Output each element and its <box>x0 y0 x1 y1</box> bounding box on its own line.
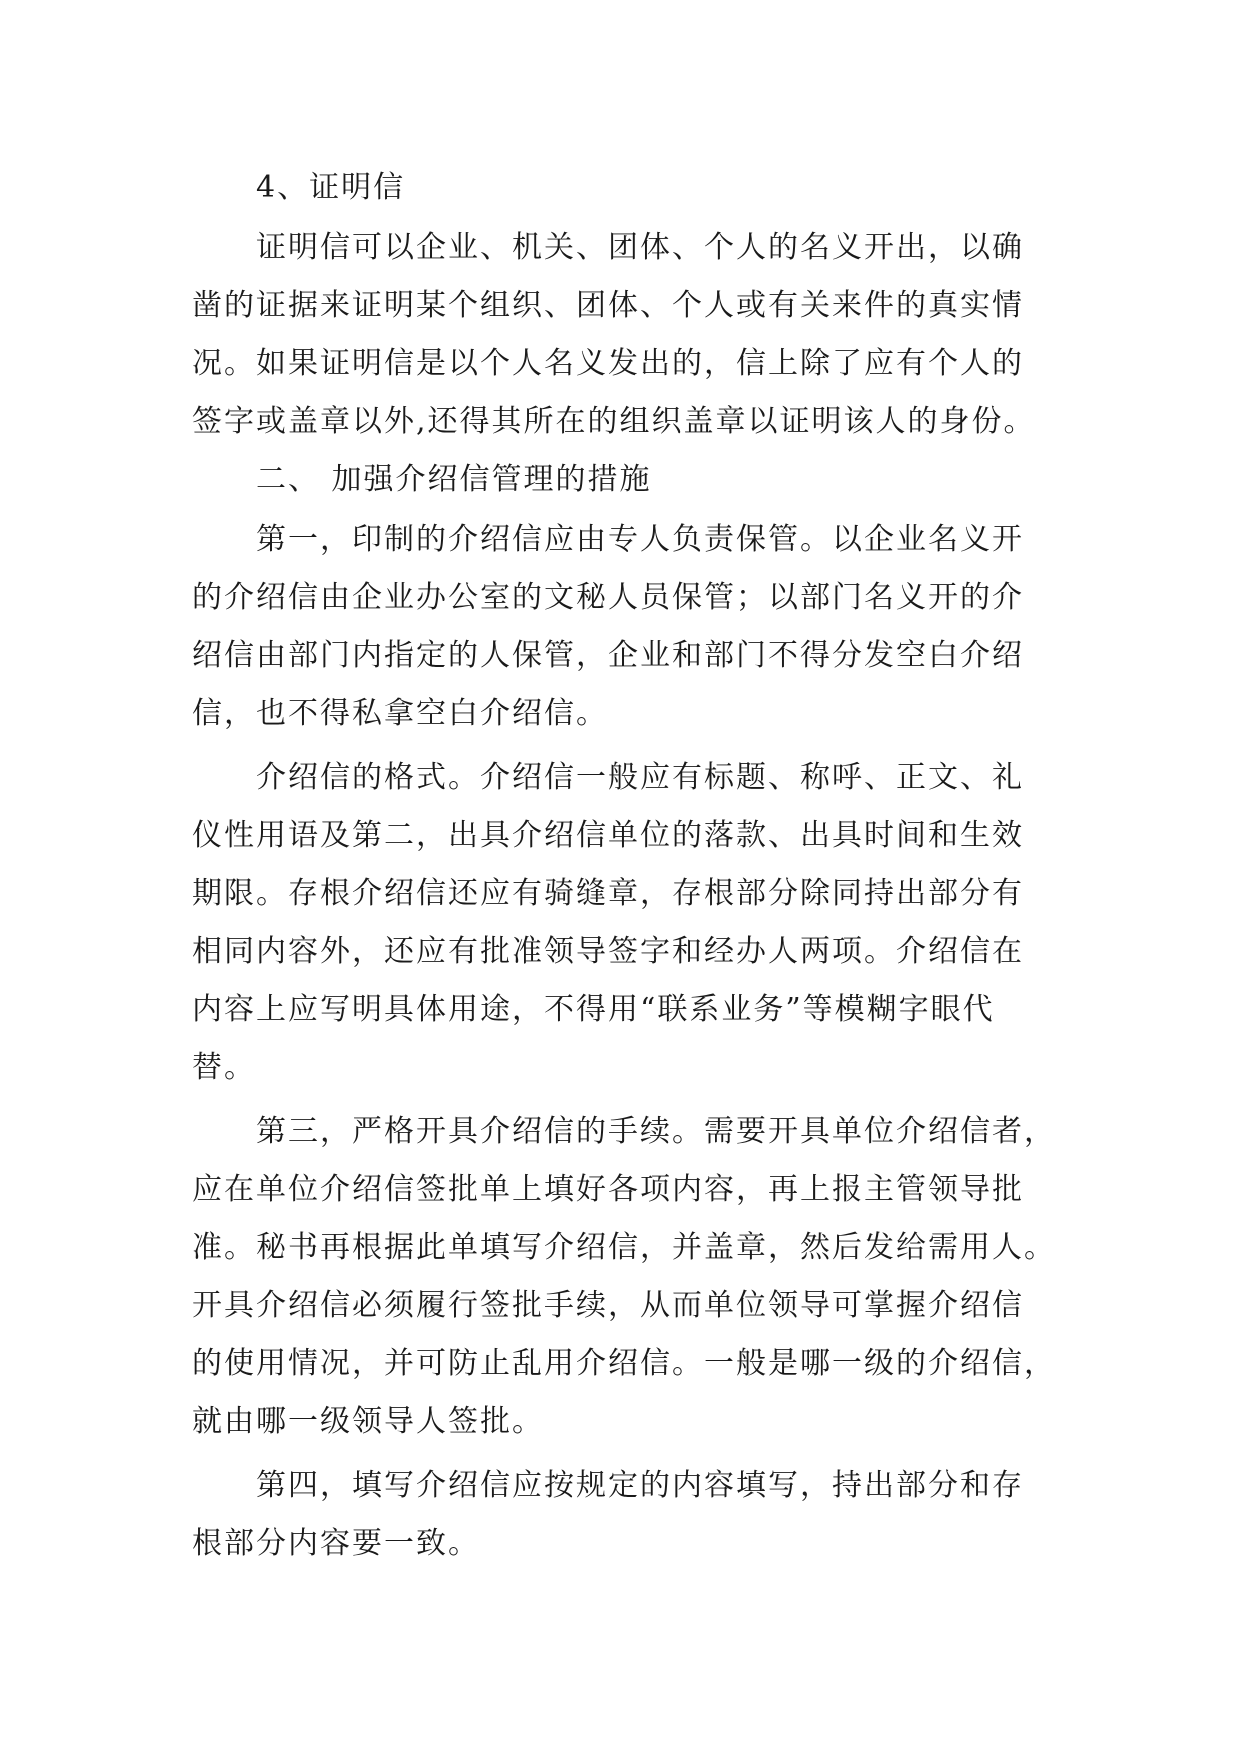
paragraph-line: 替。 <box>192 1050 256 1085</box>
section-heading-measures: 二、 加强介绍信管理的措施 <box>256 462 652 497</box>
paragraph-line: 开具介绍信必须履行签批手续，从而单位领导可掌握介绍信 <box>192 1288 1024 1323</box>
paragraph-line: 的介绍信由企业办公室的文秘人员保管；以部门名义开的介 <box>192 580 1024 615</box>
paragraph-line: 相同内容外，还应有批准领导签字和经办人两项。介绍信在 <box>192 934 1024 969</box>
paragraph-line: 第四，填写介绍信应按规定的内容填写，持出部分和存 <box>256 1468 1024 1503</box>
paragraph-line: 准。秘书再根据此单填写介绍信，并盖章，然后发给需用人。 <box>192 1230 1056 1265</box>
paragraph-line: 就由哪一级领导人签批。 <box>192 1404 544 1439</box>
paragraph-line: 根部分内容要一致。 <box>192 1526 480 1561</box>
paragraph-line: 第一，印制的介绍信应由专人负责保管。以企业名义开 <box>256 522 1024 557</box>
paragraph-line: 仪性用语及第二，出具介绍信单位的落款、出具时间和生效 <box>192 818 1024 853</box>
paragraph-line: 绍信由部门内指定的人保管，企业和部门不得分发空白介绍 <box>192 638 1024 673</box>
paragraph-line: 信，也不得私拿空白介绍信。 <box>192 696 608 731</box>
paragraph-line: 内容上应写明具体用途，不得用“联系业务”等模糊字眼代 <box>192 992 995 1027</box>
paragraph-line: 的使用情况，并可防止乱用介绍信。一般是哪一级的介绍信， <box>192 1346 1056 1381</box>
paragraph-line: 应在单位介绍信签批单上填好各项内容，再上报主管领导批 <box>192 1172 1024 1207</box>
paragraph-line: 凿的证据来证明某个组织、团体、个人或有关来件的真实情 <box>192 288 1024 323</box>
paragraph-line: 期限。存根介绍信还应有骑缝章，存根部分除同持出部分有 <box>192 876 1024 911</box>
paragraph-line: 介绍信的格式。介绍信一般应有标题、称呼、正文、礼 <box>256 760 1024 795</box>
paragraph-line: 证明信可以企业、机关、团体、个人的名义开出，以确 <box>256 230 1024 265</box>
paragraph-line: 签字或盖章以外,还得其所在的组织盖章以证明该人的身份。 <box>192 404 1036 439</box>
section-heading-certificate-letter: 4、证明信 <box>256 170 406 205</box>
paragraph-line: 况。如果证明信是以个人名义发出的，信上除了应有个人的 <box>192 346 1024 381</box>
paragraph-line: 第三，严格开具介绍信的手续。需要开具单位介绍信者， <box>256 1114 1056 1149</box>
